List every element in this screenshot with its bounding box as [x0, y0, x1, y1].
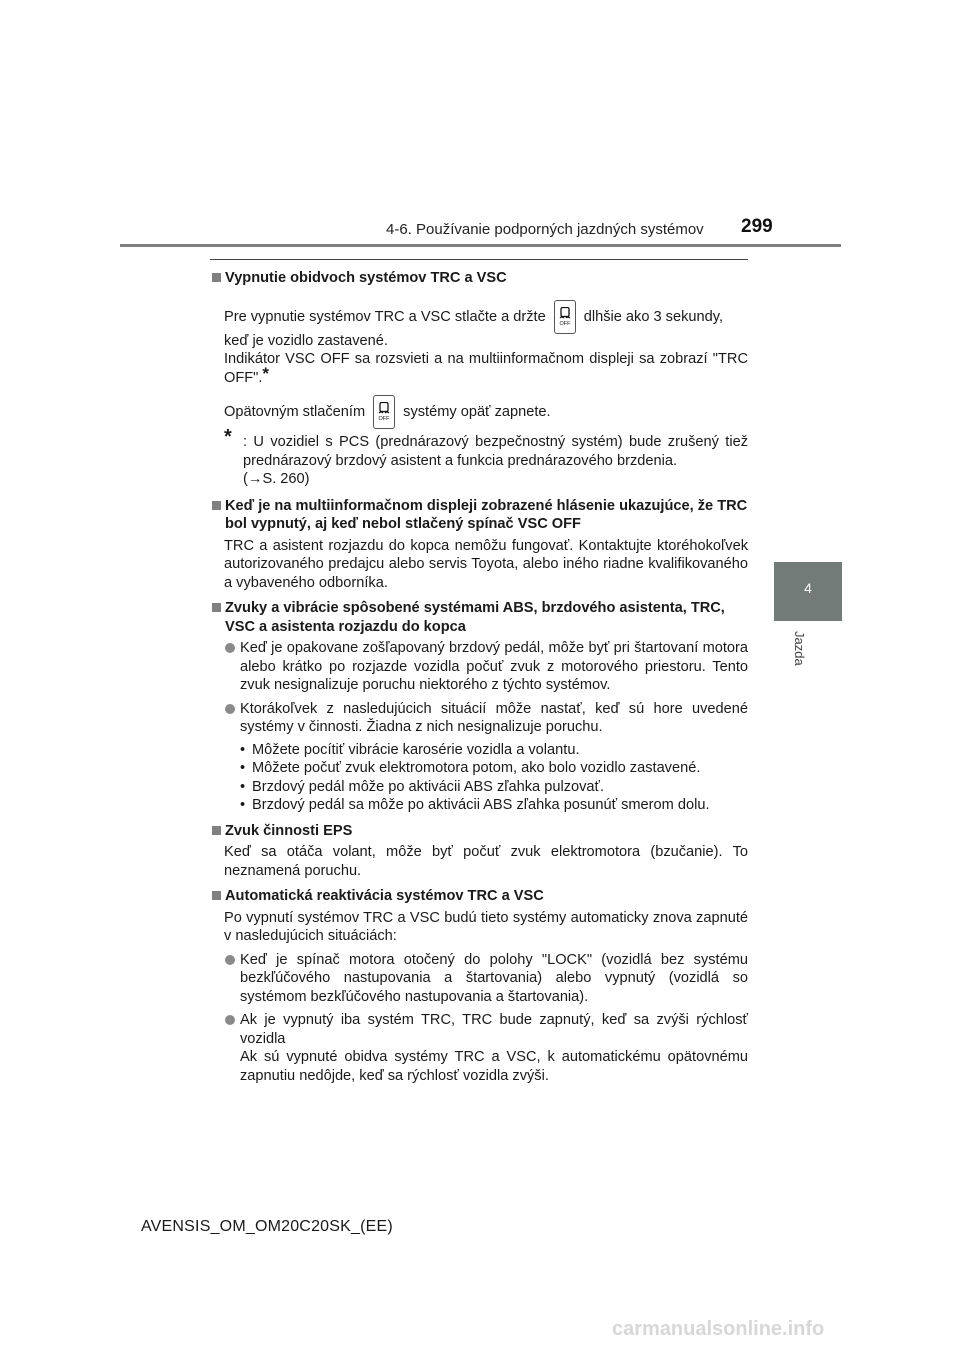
bullet-continuation: Ak sú vypnuté obidva systémy TRC a VSC, k automatickému opätovnému zapnutiu nedôjde, keď sa rýchlosť vozidla zvýši. — [240, 1049, 748, 1084]
bullet-text: Ktorákoľvek z nasledujúcich situácií môže nastať, keď sú hore uvedené systémy v činnosti. Žiadna z nich nesignalizuje poruchu. — [240, 700, 748, 735]
bullet-text: Ak je vypnutý iba systém TRC, TRC bude zapnutý, keď sa zvýši rýchlosť vozidla — [240, 1012, 748, 1047]
sub-text: Môžete pocítiť vibrácie karosérie vozidla a volantu. — [252, 741, 580, 758]
sub-list-item — [210, 741, 748, 760]
section-rule — [210, 259, 748, 260]
section-title: 4-6. Používanie podporných jazdných systémov — [386, 221, 704, 238]
paragraph — [210, 350, 748, 387]
list-item — [210, 1011, 748, 1085]
text: Opätovným stlačením — [224, 403, 366, 420]
sub-bullet: • — [240, 741, 246, 758]
square-heading-icon — [212, 603, 221, 612]
watermark: carmanualsonline.info — [612, 1318, 825, 1340]
svg-text:OFF: OFF — [559, 320, 571, 327]
vsc-off-switch-icon — [554, 300, 576, 334]
sub-list-item — [210, 759, 748, 778]
square-heading-icon — [212, 273, 221, 282]
paragraph — [210, 300, 748, 334]
footnote-mark: * — [262, 363, 270, 383]
section-heading-trc-message — [210, 497, 748, 534]
section-heading-trc-vsc-off — [210, 269, 748, 288]
paragraph: TRC a asistent rozjazdu do kopca nemôžu fungovať. Kontaktujte ktoréhokoľvek autorizovaného predajcu alebo servis Toyota, alebo iného riadne kvalifikovaného a vybaveného odborníka. — [224, 537, 748, 591]
page-number: 299 — [741, 216, 773, 237]
text: Indikátor VSC OFF sa rozsvieti a na multiinformačnom displeji sa zobrazí "TRC OFF". — [224, 351, 748, 386]
page-content — [210, 262, 748, 1085]
section-heading-reactivation — [210, 887, 748, 906]
square-heading-icon — [212, 501, 221, 510]
square-heading-icon — [212, 891, 221, 900]
text: Pre vypnutie systémov TRC a VSC stlačte a držte — [224, 308, 546, 325]
sub-bullet: • — [240, 778, 246, 795]
bullet-text: Keď je spínač motora otočený do polohy "LOCK" (vozidlá bez systému bezkľúčového nastupovania a štartovania) alebo vypnutý (vozidlá so systémom bezkľúčového nastupovania a štartovania). — [240, 951, 748, 1005]
heading-text: Zvuky a vibrácie spôsobené systémami ABS, brzdového asistenta, TRC, VSC a asistenta rozjazdu do kopca — [225, 600, 725, 635]
vsc-off-switch-icon — [373, 395, 395, 429]
square-heading-icon — [212, 826, 221, 835]
paragraph: Keď sa otáča volant, môže byť počuť zvuk elektromotora (bzučanie). To neznamená poruchu. — [224, 844, 748, 879]
text: dlhšie ako 3 sekundy, — [583, 308, 724, 325]
paragraph: Po vypnutí systémov TRC a VSC budú tieto systémy automaticky znova zapnuté v nasledujúcich situáciách: — [224, 909, 748, 944]
section-heading-sounds — [210, 599, 748, 636]
svg-text:OFF: OFF — [378, 416, 390, 422]
list-item — [210, 639, 748, 695]
round-bullet-icon — [225, 955, 235, 965]
sub-bullet: • — [240, 760, 246, 776]
bullet-text: Keď je opakovane zošľapovaný brzdový pedál, môže byť pri štartovaní motora alebo krátko po rozjazde vozidla počuť zvuk z motorového priestoru. Tento zvuk nesignalizuje poruchu niektorého z týchto systémov. — [240, 640, 748, 693]
header-rule — [120, 244, 841, 247]
sub-list — [210, 741, 748, 815]
sub-text: Brzdový pedál môže po aktivácii ABS zľahka pulzovať. — [252, 778, 605, 795]
sub-list-item — [210, 796, 748, 815]
sub-text: Brzdový pedál sa môže po aktivácii ABS zľahka posunúť smerom dolu. — [252, 797, 710, 813]
heading-text: Zvuk činnosti EPS — [225, 822, 353, 839]
paragraph — [210, 395, 748, 429]
text: systémy opäť zapnete. — [403, 403, 551, 420]
document-code: AVENSIS_OM_OM20C20SK_(EE) — [141, 1218, 393, 1235]
sub-bullet: • — [240, 797, 246, 813]
sub-text: Môžete počuť zvuk elektromotora potom, ako bolo vozidlo zastavené. — [252, 760, 701, 776]
round-bullet-icon — [225, 643, 235, 653]
list-item — [210, 951, 748, 1007]
heading-text: Vypnutie obidvoch systémov TRC a VSC — [225, 270, 507, 286]
footnote-mark: * — [224, 426, 232, 448]
list-item — [210, 700, 748, 737]
round-bullet-icon — [225, 1015, 235, 1025]
paragraph: keď je vozidlo zastavené. — [224, 332, 388, 349]
footnote-text: : U vozidiel s PCS (prednárazový bezpečnostný systém) bude zrušený tiež prednárazový brzdový asistent a funkcia prednárazového brzdenia. — [243, 434, 748, 469]
chapter-tab-label: Jazda — [792, 631, 807, 666]
footnote-ref: (→S. 260) — [243, 471, 310, 487]
heading-text: Automatická reaktivácia systémov TRC a VSC — [225, 888, 544, 904]
footnote — [210, 426, 748, 470]
sub-list-item — [210, 778, 748, 797]
heading-text: Keď je na multiinformačnom displeji zobrazené hlásenie ukazujúce, že TRC bol vypnutý, aj keď nebol stlačený spínač VSC OFF — [225, 497, 748, 532]
section-heading-eps — [210, 822, 748, 841]
round-bullet-icon — [225, 704, 235, 714]
chapter-tab-number: 4 — [804, 580, 812, 596]
